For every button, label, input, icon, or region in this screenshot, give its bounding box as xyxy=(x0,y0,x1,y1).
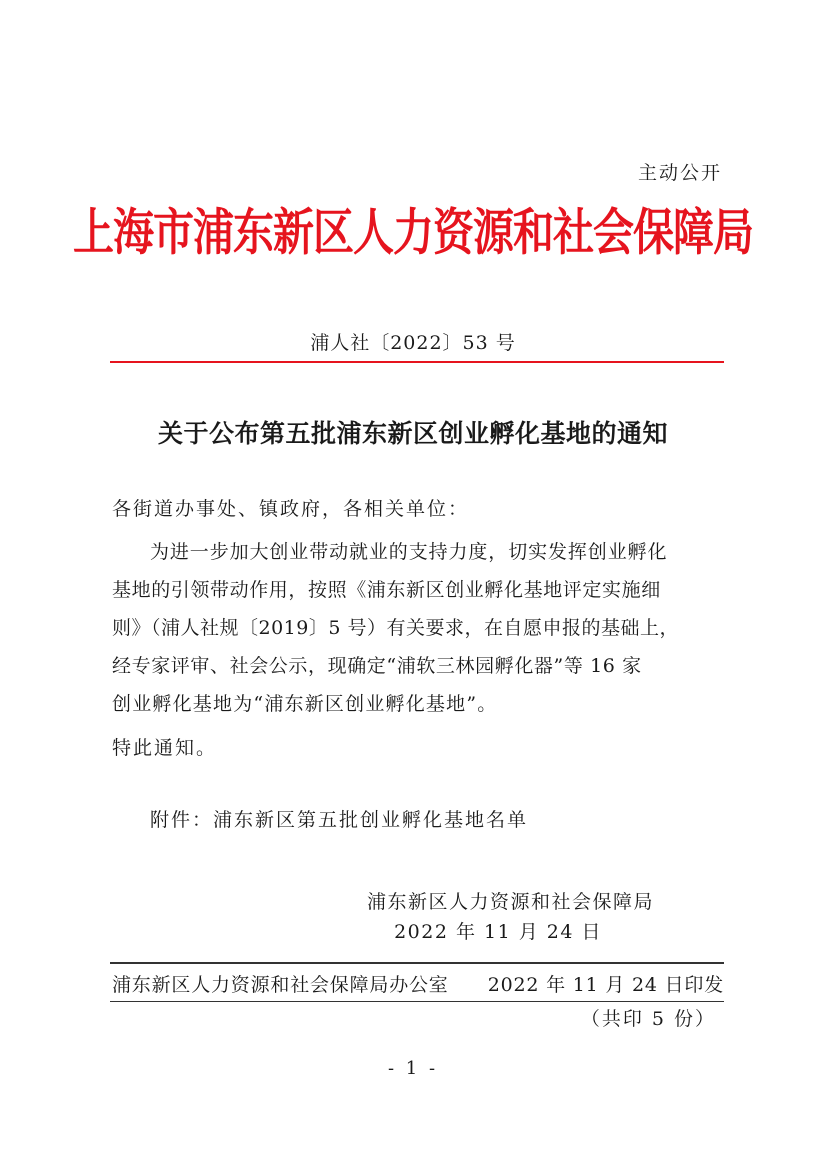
closing-text: 特此通知。 xyxy=(112,737,218,759)
signature-organization: 浦东新区人力资源和社会保障局 xyxy=(366,891,654,913)
disclosure-label: 主动公开 xyxy=(637,162,722,184)
salutation: 各街道办事处、镇政府，各相关单位： xyxy=(112,498,470,520)
copies-count: （共印 5 份） xyxy=(580,1008,716,1030)
body-line: 创业孵化基地为“浦东新区创业孵化基地”。 xyxy=(112,693,498,715)
footer-issuer-line xyxy=(112,970,724,997)
body-line: 为进一步加大创业带动就业的支持力度，切实发挥创业孵化 xyxy=(150,541,668,563)
footer-issuer: 浦东新区人力资源和社会保障局办公室 xyxy=(112,974,449,996)
page-number: - 1 - xyxy=(387,1058,439,1079)
red-divider xyxy=(110,361,724,363)
signature-date: 2022 年 11 月 24 日 xyxy=(394,921,602,943)
footer-bottom-rule xyxy=(110,1001,724,1002)
body-line: 则》（浦人社规〔2019〕5 号）有关要求，在自愿申报的基础上， xyxy=(112,617,679,639)
document-title: 关于公布第五批浦东新区创业孵化基地的通知 xyxy=(157,419,668,448)
agency-header: 上海市浦东新区人力资源和社会保障局 xyxy=(73,202,753,262)
body-line: 基地的引领带动作用，按照《浦东新区创业孵化基地评定实施细 xyxy=(112,579,661,601)
attachment-note: 附件：浦东新区第五批创业孵化基地名单 xyxy=(150,809,529,831)
body-line: 经专家评审、社会公示，现确定“浦软三林园孵化器”等 16 家 xyxy=(112,655,642,677)
footer-issue-date: 2022 年 11 月 24 日印发 xyxy=(487,974,724,996)
footer-top-rule xyxy=(110,962,724,964)
document-number: 浦人社〔2022〕53 号 xyxy=(310,332,516,354)
